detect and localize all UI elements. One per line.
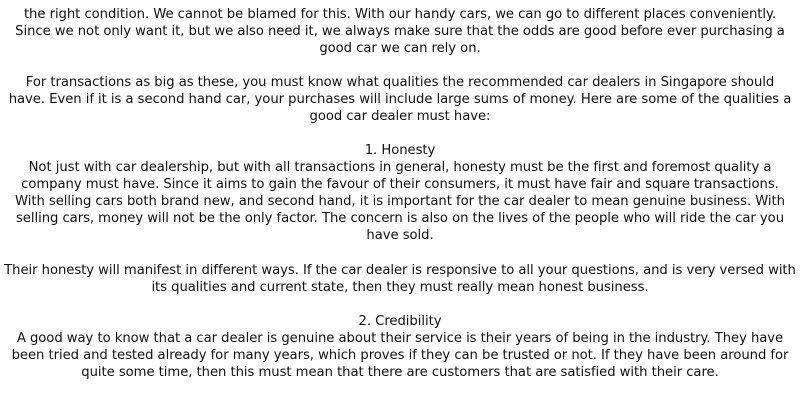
- article-line: its qualities and current state, then they must really mean honest business.: [151, 280, 649, 295]
- article-line: Not just with car dealership, but with all transactions in general, honesty must be the first and foremost quality a: [28, 160, 772, 175]
- article-line: good car dealer must have:: [309, 109, 491, 124]
- section-heading-credibility: 2. Credibility: [358, 314, 442, 329]
- article-line: the right condition. We cannot be blamed for this. With our handy cars, we can go to different places conveniently.: [23, 7, 777, 22]
- article-line: For transactions as big as these, you must know what qualities the recommended car dealers in Singapore should: [25, 75, 775, 90]
- article-line: quite some time, then this must mean that there are customers that are satisfied with their care.: [81, 365, 719, 380]
- article-line: have sold.: [366, 228, 434, 243]
- article-line: good car we can rely on.: [319, 41, 481, 56]
- section-heading-honesty: 1. Honesty: [364, 143, 436, 158]
- article-line: A good way to know that a car dealer is genuine about their service is their years of being in the industry. They have: [16, 331, 784, 346]
- article-line: With selling cars both brand new, and second hand, it is important for the car dealer to mean genuine business. With: [15, 194, 785, 209]
- article-line: Their honesty will manifest in different ways. If the car dealer is responsive to all your questions, and is very versed with: [4, 263, 796, 278]
- article-line: have. Even if it is a second hand car, your purchases will include large sums of money. Here are some of the qualities a: [8, 92, 792, 107]
- article-line: been tried and tested already for many years, which proves if they can be trusted or not. If they have been around for: [11, 348, 789, 363]
- article-line: selling cars, money will not be the only factor. The concern is also on the lives of the people who will ride the car you: [15, 211, 785, 226]
- article-line: company must have. Since it aims to gain the favour of their consumers, it must have fair and square transactions.: [21, 177, 779, 192]
- article-line: Since we not only want it, but we also need it, we always make sure that the odds are good before ever purchasing a: [15, 24, 785, 39]
